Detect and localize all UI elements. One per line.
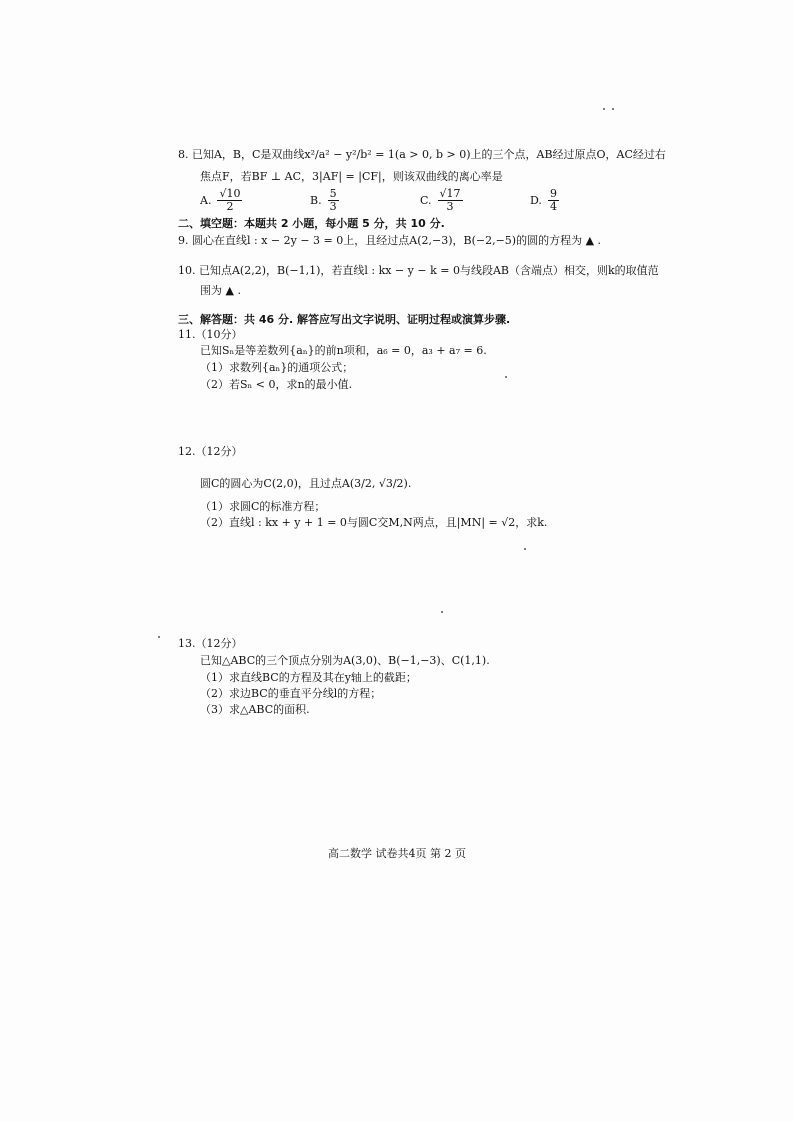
q11-part-1: （1）求数列{aₙ}的通项公式； (200, 361, 354, 374)
scan-speck (612, 108, 614, 110)
scan-speck (158, 636, 160, 638)
q10-line1: 10. 已知点A(2,2)，B(−1,1)，若直线l : kx − y − k = 0与线段AB（含端点）相交，则k的取值范 (178, 264, 659, 277)
q11-part-2: （2）若Sₙ < 0，求n的最小值. (200, 378, 353, 391)
q13-part-2: （2）求边BC的垂直平分线l的方程； (200, 687, 382, 700)
q12-heading: 12.（12分） (178, 445, 243, 458)
q8-option-b (310, 188, 339, 213)
fraction-denominator: 3 (446, 200, 454, 213)
fraction-denominator: 3 (329, 200, 337, 213)
q12-stem: 圆C的圆心为C(2,0)，且过点A(3/2, √3/2). (200, 477, 412, 490)
option-label: D. (530, 194, 542, 207)
q13-part-3: （3）求△ABC的面积. (200, 703, 310, 716)
option-fraction (217, 188, 242, 213)
q13-heading: 13.（12分） (178, 637, 243, 650)
q8-option-d (530, 188, 559, 213)
page-footer: 高二数学 试卷共4页 第 2 页 (328, 847, 466, 860)
scan-speck (603, 108, 605, 110)
q8-line1: 8. 已知A，B，C是双曲线x²/a² − y²/b² = 1(a > 0, b > 0)上的三个点，AB经过原点O，AC经过右 (178, 148, 666, 161)
fraction-numerator: 5 (329, 187, 337, 200)
q8-option-c (420, 188, 463, 213)
option-fraction (548, 188, 559, 213)
section-3-heading: 三、解答题：共 46 分. 解答应写出文字说明、证明过程或演算步骤. (178, 313, 511, 326)
q13-stem: 已知△ABC的三个顶点分别为A(3,0)、B(−1,−3)、C(1,1). (200, 654, 490, 667)
q12-part-2: （2）直线l : kx + y + 1 = 0与圆C交M,N两点，且|MN| = √2，求k. (200, 516, 548, 529)
fraction-numerator: √10 (219, 187, 241, 200)
section-2-heading: 二、填空题：本题共 2 小题，每小题 5 分，共 10 分. (178, 217, 445, 230)
fraction-denominator: 2 (226, 200, 234, 213)
scan-speck (441, 611, 443, 613)
q11-stem: 已知Sₙ是等差数列{aₙ}的前n项和，a₆ = 0，a₃ + a₇ = 6. (200, 344, 487, 357)
option-label: A. (200, 194, 212, 207)
option-fraction (328, 188, 339, 213)
fraction-numerator: 9 (549, 187, 557, 200)
q9-text: 9. 圆心在直线l : x − 2y − 3 = 0上，且经过点A(2,−3)，B(−2,−5)的圆的方程为 ▲ . (178, 234, 602, 247)
fraction-numerator: √17 (439, 187, 461, 200)
fraction-denominator: 4 (549, 200, 557, 213)
q12-part-1: （1）求圆C的标准方程； (200, 500, 326, 513)
q10-line2: 围为 ▲ . (200, 284, 241, 297)
q8-line2: 焦点F，若BF ⊥ AC，3|AF| = |CF|，则该双曲线的离心率是 (200, 170, 503, 183)
q11-heading: 11.（10分） (178, 328, 243, 341)
option-label: B. (310, 194, 322, 207)
scan-speck (524, 548, 526, 550)
option-fraction (438, 188, 463, 213)
q8-option-a (200, 188, 242, 213)
q13-part-1: （1）求直线BC的方程及其在y轴上的截距； (200, 671, 417, 684)
scan-speck (505, 376, 507, 378)
q8-options (200, 188, 580, 218)
option-label: C. (420, 194, 432, 207)
